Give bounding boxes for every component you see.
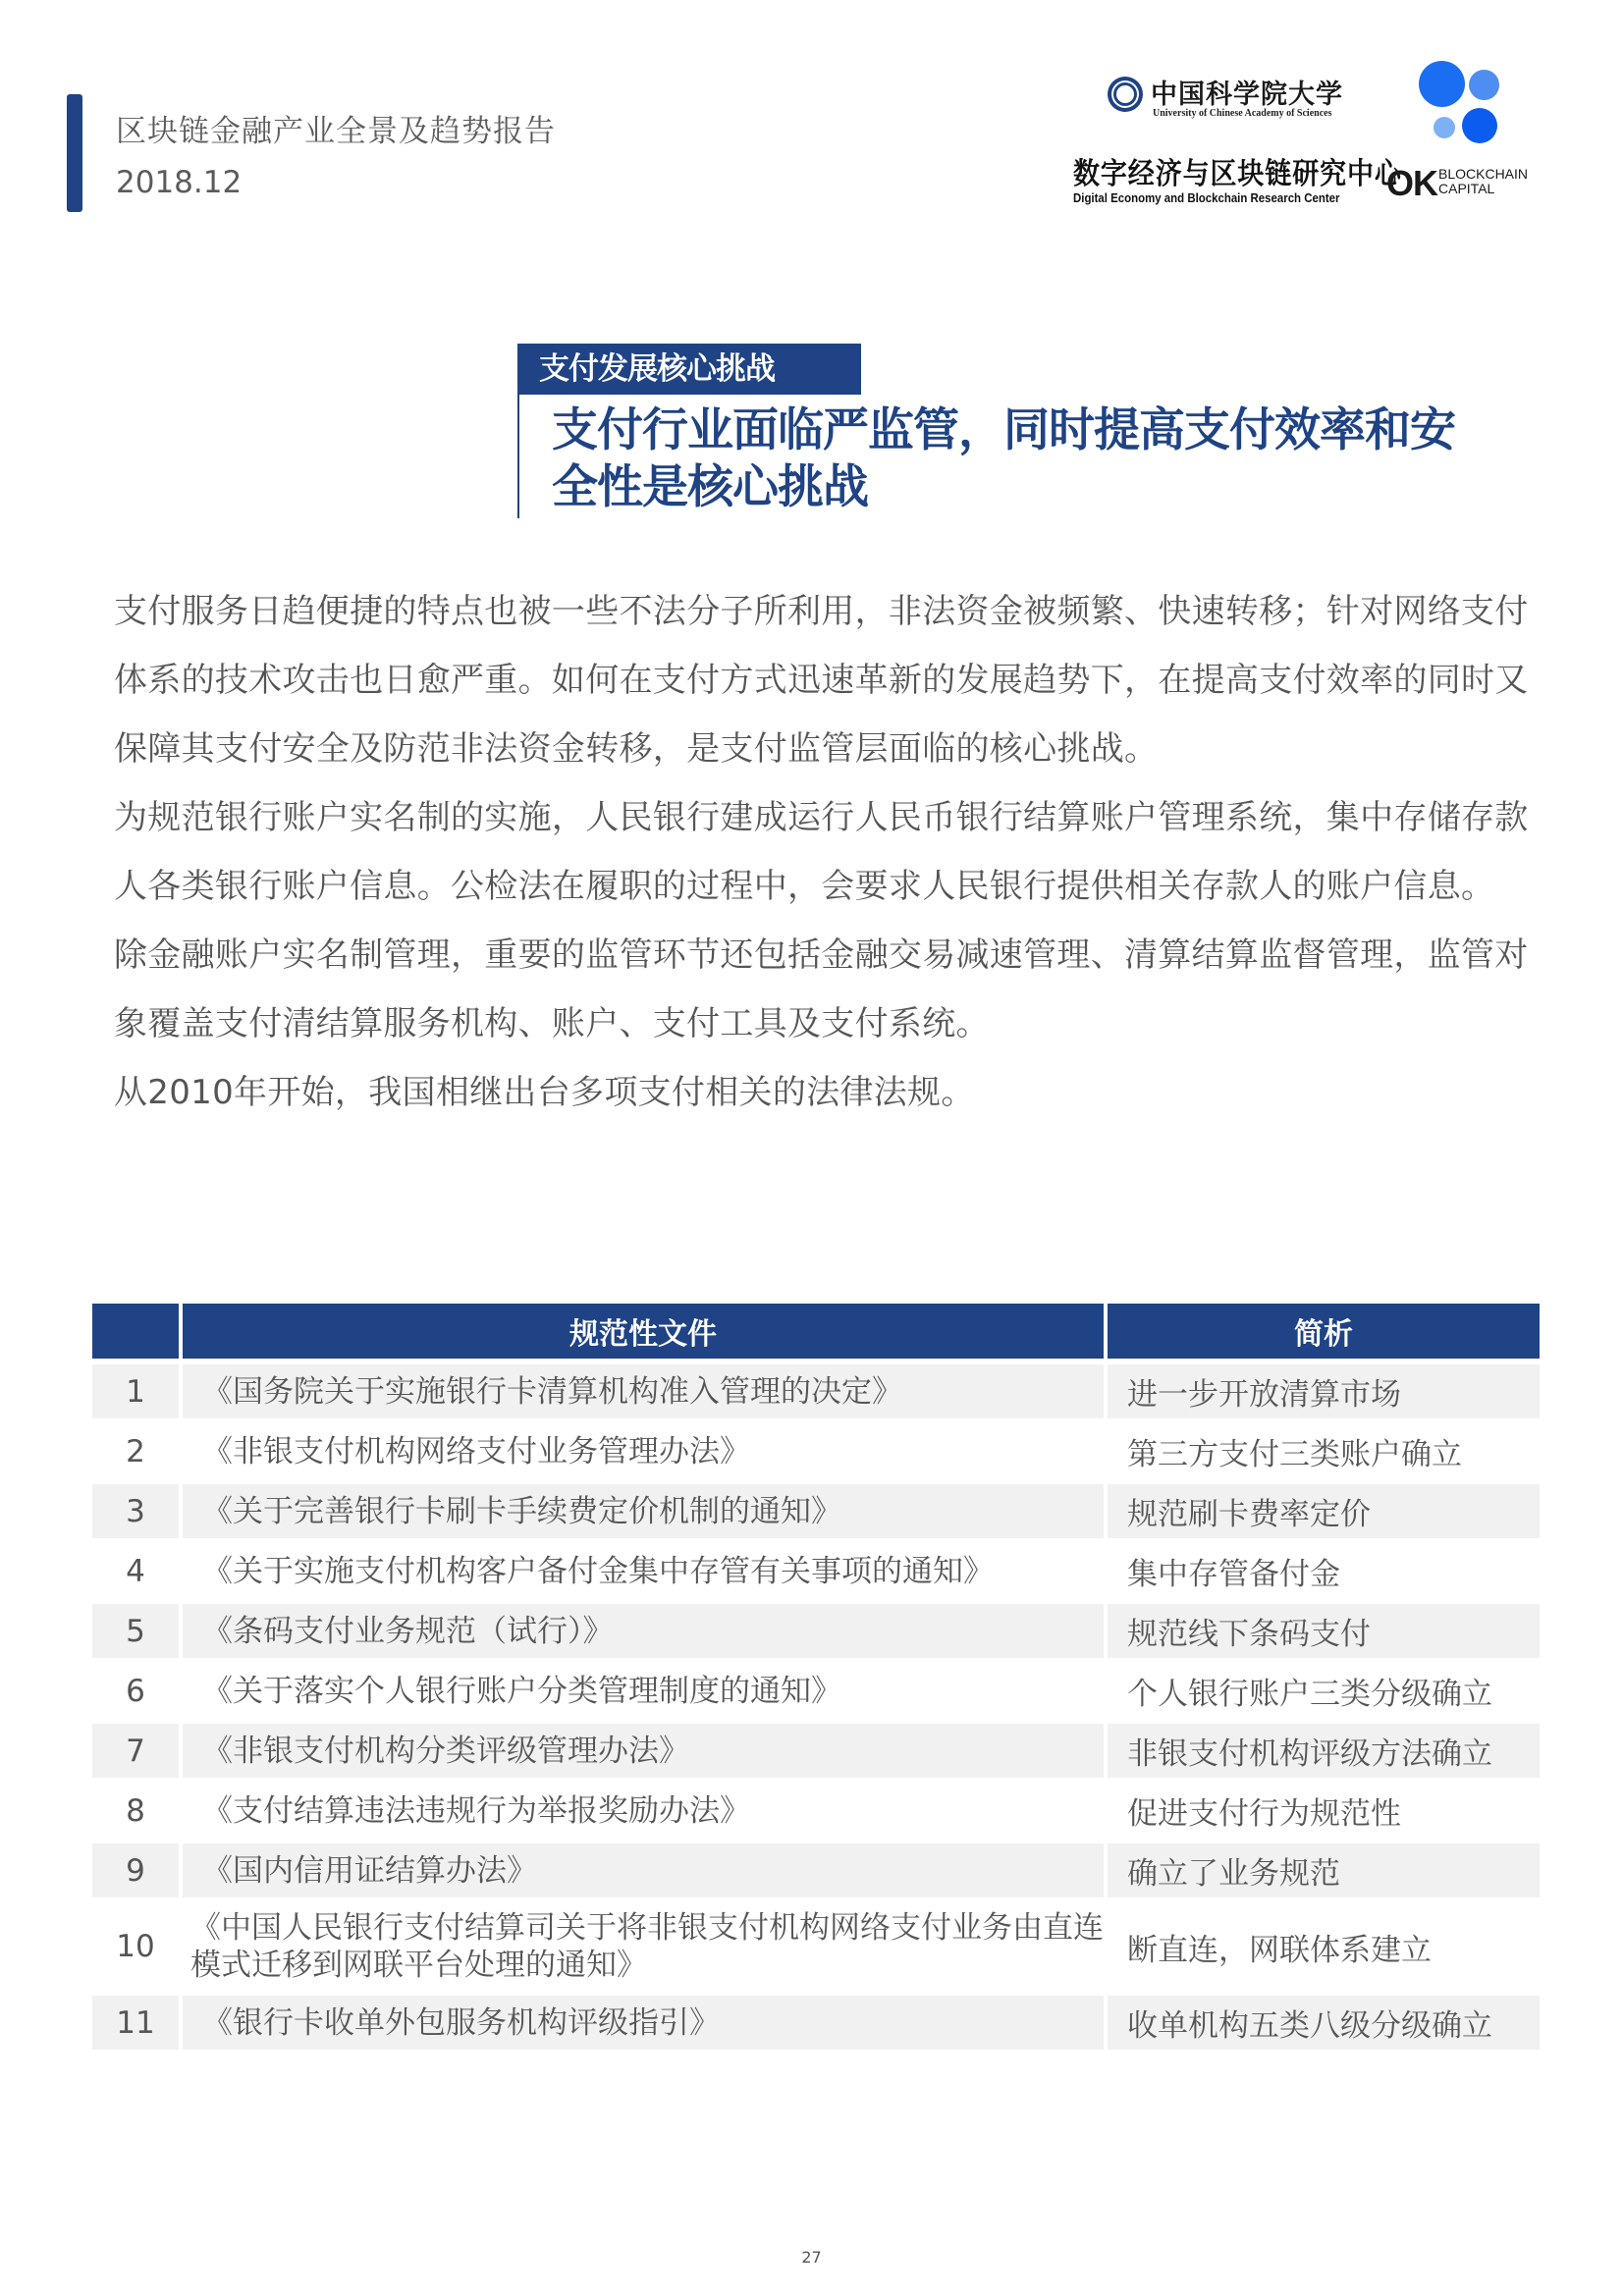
row-document: 《银行卡收单外包服务机构评级指引》 bbox=[179, 1990, 1104, 2050]
row-summary: 规范线下条码支付 bbox=[1104, 1598, 1540, 1658]
header-number bbox=[92, 1304, 179, 1359]
row-document: 《支付结算违法违规行为举报奖励办法》 bbox=[179, 1778, 1104, 1838]
logo-dot-icon bbox=[1419, 61, 1465, 107]
row-document: 《国务院关于实施银行卡清算机构准入管理的决定》 bbox=[179, 1359, 1104, 1418]
section-title bbox=[552, 402, 1553, 516]
ucas-emblem-icon bbox=[1108, 77, 1143, 112]
ok-subtitle-line1: BLOCKCHAIN bbox=[1438, 166, 1529, 182]
row-summary: 进一步开放清算市场 bbox=[1104, 1359, 1540, 1418]
research-center-name-cn: 数字经济与区块链研究中心 bbox=[1073, 157, 1402, 191]
paragraph: 除金融账户实名制管理，重要的监管环节还包括金融交易减速管理、清算结算监督管理，监管对象覆盖支付清结算服务机构、账户、支付工具及支付系统。 bbox=[114, 935, 1529, 1043]
ok-subtitle bbox=[1438, 167, 1528, 196]
row-summary: 集中存管备付金 bbox=[1104, 1538, 1540, 1598]
logo-dot-icon bbox=[1434, 117, 1455, 138]
table-row bbox=[92, 1990, 1540, 2050]
row-summary: 第三方支付三类账户确立 bbox=[1104, 1418, 1540, 1478]
row-summary: 促进支付行为规范性 bbox=[1104, 1778, 1540, 1838]
row-summary: 确立了业务规范 bbox=[1104, 1838, 1540, 1897]
row-document: 《非银支付机构分类评级管理办法》 bbox=[179, 1718, 1104, 1778]
header-document: 规范性文件 bbox=[179, 1304, 1104, 1359]
body-text bbox=[114, 577, 1538, 1127]
paragraph: 为规范银行账户实名制的实施，人民银行建成运行人民币银行结算账户管理系统，集中存储存款人各类银行账户信息。公检法在履职的过程中，会要求人民银行提供相关存款人的账户信息。 bbox=[114, 798, 1529, 906]
row-number: 7 bbox=[92, 1718, 179, 1778]
row-number: 11 bbox=[92, 1990, 179, 2050]
table-row bbox=[92, 1778, 1540, 1838]
ucas-name-cn: 中国科学院大学 bbox=[1151, 80, 1343, 110]
ok-blockchain-capital-logo bbox=[1380, 59, 1556, 206]
table-row bbox=[92, 1478, 1540, 1538]
row-number: 10 bbox=[92, 1897, 179, 1990]
table-header-row bbox=[92, 1304, 1540, 1359]
table-row bbox=[92, 1538, 1540, 1598]
report-title: 区块链金融产业全景及趋势报告 bbox=[116, 114, 556, 149]
report-date: 2018.12 bbox=[116, 165, 243, 200]
row-summary: 断直连，网联体系建立 bbox=[1104, 1897, 1540, 1990]
page-number: 27 bbox=[801, 2248, 822, 2267]
regulations-table bbox=[92, 1304, 1540, 2050]
row-document: 《国内信用证结算办法》 bbox=[179, 1838, 1104, 1897]
table-row bbox=[92, 1897, 1540, 1990]
table-row bbox=[92, 1418, 1540, 1478]
section-title-line2: 全性是核心挑战 bbox=[552, 460, 868, 514]
section-title-line1: 支付行业面临严监管，同时提高支付效率和安 bbox=[552, 403, 1455, 457]
row-number: 3 bbox=[92, 1478, 179, 1538]
row-summary: 个人银行账户三类分级确立 bbox=[1104, 1658, 1540, 1718]
row-document: 《中国人民银行支付结算司关于将非银支付机构网络支付业务由直连模式迁移到网联平台处理的通知》 bbox=[179, 1897, 1104, 1990]
row-number: 9 bbox=[92, 1838, 179, 1897]
ucas-name-en: University of Chinese Academy of Sciences bbox=[1153, 108, 1332, 119]
ok-wordmark: OK bbox=[1386, 163, 1437, 203]
table-row bbox=[92, 1658, 1540, 1718]
ok-subtitle-line2: CAPITAL bbox=[1438, 181, 1495, 196]
row-number: 2 bbox=[92, 1418, 179, 1478]
header-summary: 简析 bbox=[1104, 1304, 1540, 1359]
table-row bbox=[92, 1838, 1540, 1897]
row-summary: 非银支付机构评级方法确立 bbox=[1104, 1718, 1540, 1778]
row-document: 《关于实施支付机构客户备付金集中存管有关事项的通知》 bbox=[179, 1538, 1104, 1598]
header-accent-bar bbox=[67, 94, 82, 212]
row-number: 4 bbox=[92, 1538, 179, 1598]
row-number: 8 bbox=[92, 1778, 179, 1838]
paragraph: 支付服务日趋便捷的特点也被一些不法分子所利用，非法资金被频繁、快速转移；针对网络支付体系的技术攻击也日愈严重。如何在支付方式迅速革新的发展趋势下，在提高支付效率的同时又保障其支付安全及防范非法资金转移，是支付监管层面临的核心挑战。 bbox=[114, 592, 1529, 769]
row-document: 《非银支付机构网络支付业务管理办法》 bbox=[179, 1418, 1104, 1478]
row-summary: 规范刷卡费率定价 bbox=[1104, 1478, 1540, 1538]
row-document: 《关于完善银行卡刷卡手续费定价机制的通知》 bbox=[179, 1478, 1104, 1538]
table-row bbox=[92, 1359, 1540, 1418]
table-row bbox=[92, 1718, 1540, 1778]
row-document: 《关于落实个人银行账户分类管理制度的通知》 bbox=[179, 1658, 1104, 1718]
logo-dot-icon bbox=[1462, 108, 1497, 143]
row-number: 5 bbox=[92, 1598, 179, 1658]
row-number: 1 bbox=[92, 1359, 179, 1418]
section-tag: 支付发展核心挑战 bbox=[517, 344, 861, 395]
logo-dot-icon bbox=[1469, 70, 1499, 100]
research-center-name-en: Digital Economy and Blockchain Research Center bbox=[1073, 190, 1340, 205]
row-document: 《条码支付业务规范（试行）》 bbox=[179, 1598, 1104, 1658]
row-number: 6 bbox=[92, 1658, 179, 1718]
row-summary: 收单机构五类八级分级确立 bbox=[1104, 1990, 1540, 2050]
paragraph: 从2010年开始，我国相继出台多项支付相关的法律法规。 bbox=[114, 1073, 975, 1112]
table-row bbox=[92, 1598, 1540, 1658]
